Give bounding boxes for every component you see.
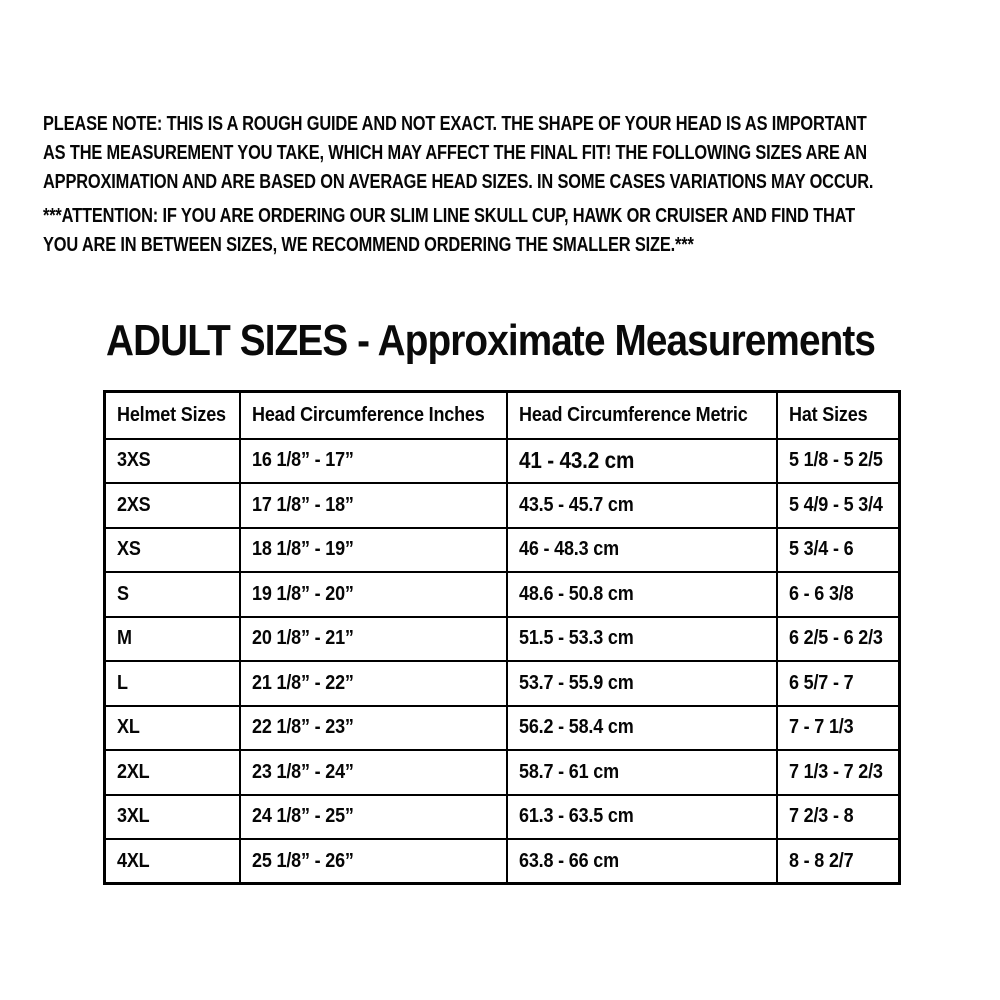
- table-row: [105, 750, 900, 795]
- hat-size-cell: 5 1/8 - 5 2/5: [777, 439, 900, 484]
- metric-cell: 61.3 - 63.5 cm: [507, 795, 777, 840]
- header-circumference-inches: Head Circumference Inches: [240, 392, 507, 439]
- inches-cell: 22 1/8” - 23”: [240, 706, 507, 751]
- note-line: PLEASE NOTE: THIS IS A ROUGH GUIDE AND NOT EXACT. THE SHAPE OF YOUR HEAD IS AS IMPORTANT: [43, 113, 867, 135]
- adult-sizes-table: [103, 390, 901, 885]
- attention-line: ***ATTENTION: IF YOU ARE ORDERING OUR SLIM LINE SKULL CUP, HAWK OR CRUISER AND FIND THAT: [43, 205, 855, 227]
- hat-size-cell: 6 - 6 3/8: [777, 572, 900, 617]
- helmet-size-cell: 2XS: [105, 483, 240, 528]
- metric-cell: 63.8 - 66 cm: [507, 839, 777, 884]
- attention-paragraph: [43, 202, 855, 260]
- table-row: [105, 617, 900, 662]
- helmet-size-cell: M: [105, 617, 240, 662]
- table-row: [105, 439, 900, 484]
- table-row: [105, 706, 900, 751]
- hat-size-cell: 6 2/5 - 6 2/3: [777, 617, 900, 662]
- inches-cell: 19 1/8” - 20”: [240, 572, 507, 617]
- metric-cell: 48.6 - 50.8 cm: [507, 572, 777, 617]
- helmet-size-cell: 3XS: [105, 439, 240, 484]
- hat-size-cell: 7 2/3 - 8: [777, 795, 900, 840]
- table-row: [105, 795, 900, 840]
- table-row: [105, 528, 900, 573]
- header-helmet-sizes: Helmet Sizes: [105, 392, 240, 439]
- helmet-size-cell: L: [105, 661, 240, 706]
- note-line: APPROXIMATION AND ARE BASED ON AVERAGE HEAD SIZES. IN SOME CASES VARIATIONS MAY OCCUR.: [43, 171, 874, 193]
- note-line: AS THE MEASUREMENT YOU TAKE, WHICH MAY AFFECT THE FINAL FIT! THE FOLLOWING SIZES ARE AN: [43, 142, 867, 164]
- hat-size-cell: 6 5/7 - 7: [777, 661, 900, 706]
- helmet-size-cell: XS: [105, 528, 240, 573]
- inches-cell: 21 1/8” - 22”: [240, 661, 507, 706]
- inches-cell: 23 1/8” - 24”: [240, 750, 507, 795]
- helmet-size-cell: 3XL: [105, 795, 240, 840]
- hat-size-cell: 7 - 7 1/3: [777, 706, 900, 751]
- attention-line: YOU ARE IN BETWEEN SIZES, WE RECOMMEND ORDERING THE SMALLER SIZE.***: [43, 234, 694, 256]
- table-row: [105, 661, 900, 706]
- helmet-size-cell: 2XL: [105, 750, 240, 795]
- helmet-size-cell: S: [105, 572, 240, 617]
- please-note-paragraph: [43, 110, 873, 197]
- header-hat-sizes: Hat Sizes: [777, 392, 900, 439]
- header-circumference-metric: Head Circumference Metric: [507, 392, 777, 439]
- hat-size-cell: 8 - 8 2/7: [777, 839, 900, 884]
- metric-cell: 41 - 43.2 cm: [507, 439, 777, 484]
- metric-cell: 51.5 - 53.3 cm: [507, 617, 777, 662]
- inches-cell: 20 1/8” - 21”: [240, 617, 507, 662]
- hat-size-cell: 7 1/3 - 7 2/3: [777, 750, 900, 795]
- inches-cell: 16 1/8” - 17”: [240, 439, 507, 484]
- metric-cell: 43.5 - 45.7 cm: [507, 483, 777, 528]
- inches-cell: 18 1/8” - 19”: [240, 528, 507, 573]
- inches-cell: 25 1/8” - 26”: [240, 839, 507, 884]
- metric-cell: 53.7 - 55.9 cm: [507, 661, 777, 706]
- helmet-size-cell: XL: [105, 706, 240, 751]
- inches-cell: 17 1/8” - 18”: [240, 483, 507, 528]
- metric-cell: 56.2 - 58.4 cm: [507, 706, 777, 751]
- table-header-row: [105, 392, 900, 439]
- metric-cell: 46 - 48.3 cm: [507, 528, 777, 573]
- table-row: [105, 572, 900, 617]
- table-row: [105, 839, 900, 884]
- hat-size-cell: 5 4/9 - 5 3/4: [777, 483, 900, 528]
- metric-cell: 58.7 - 61 cm: [507, 750, 777, 795]
- page-title: ADULT SIZES - Approximate Measurements: [106, 316, 876, 365]
- helmet-size-cell: 4XL: [105, 839, 240, 884]
- table-row: [105, 483, 900, 528]
- hat-size-cell: 5 3/4 - 6: [777, 528, 900, 573]
- inches-cell: 24 1/8” - 25”: [240, 795, 507, 840]
